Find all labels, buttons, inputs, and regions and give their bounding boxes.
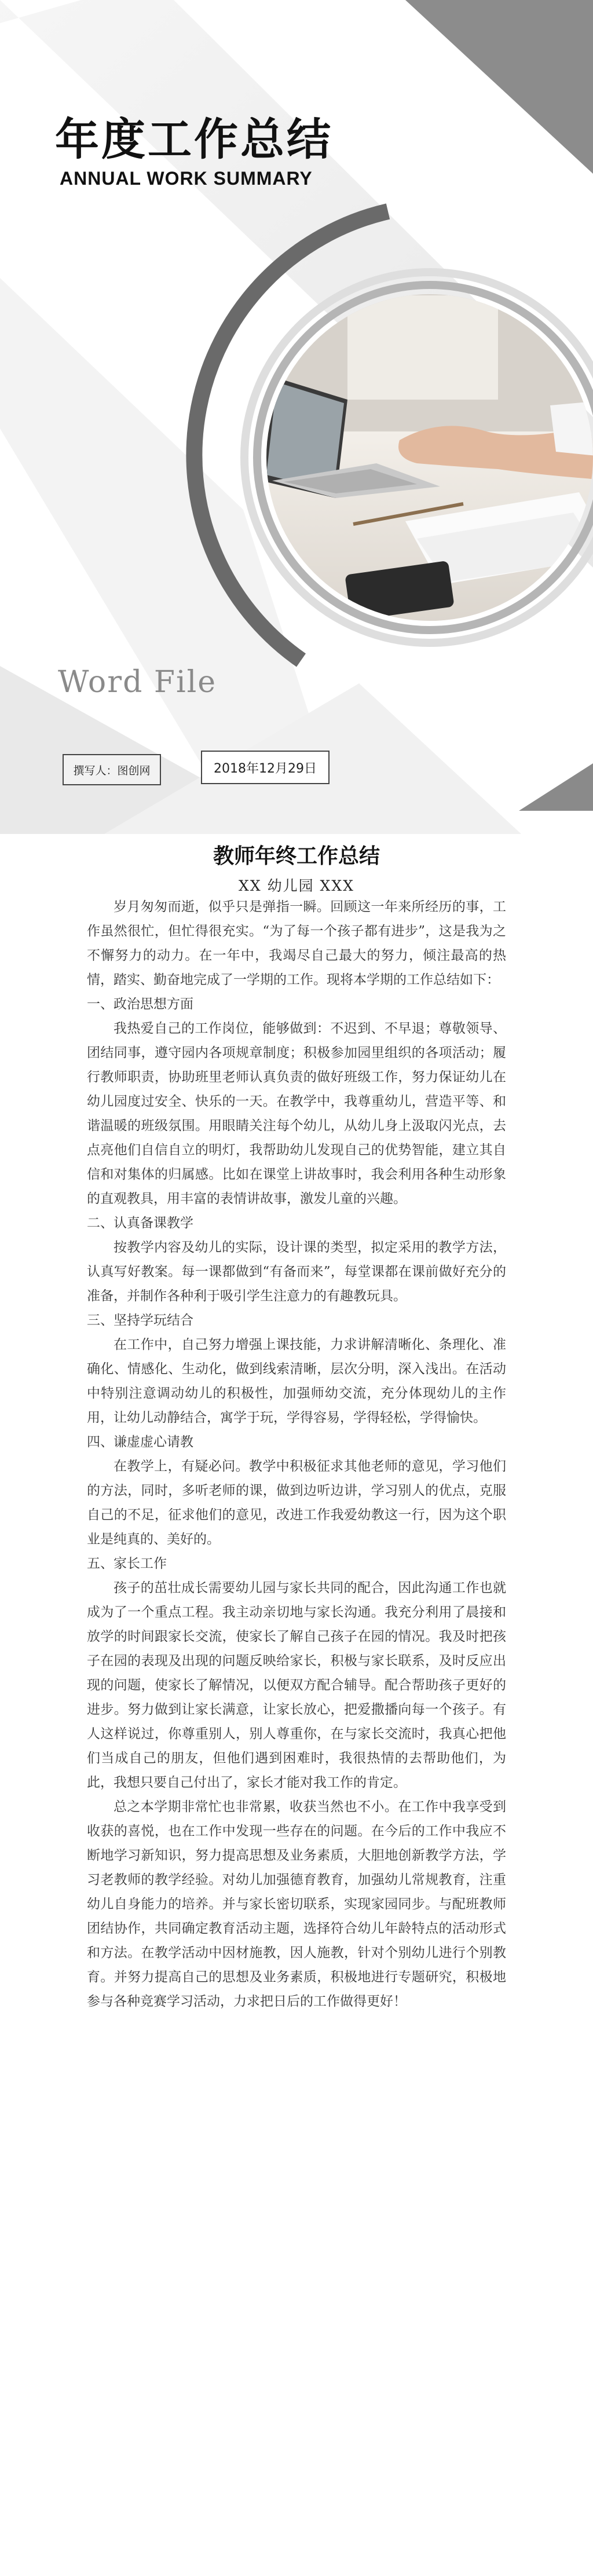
top-right-triangle [405,0,593,174]
author-box: 撰写人：图创网 [63,754,161,785]
body-paragraph: 我热爱自己的工作岗位，能够做到：不迟到、不早退；尊敬领导、团结同事，遵守园内各项规章制度；积极参加园里组织的各项活动；履行教师职责，协助班里老师认真负责的做好班级工作，努力保证幼儿在幼儿园度过安全、快乐的一天。在教学中，我尊重幼儿，营造平等、和谐温暖的班级氛围。用眼睛关注每个幼儿，从幼儿身上汲取闪光点，去点亮他们自信自立的明灯，我帮助幼儿发现自己的优势智能，建立其自信和对集体的归属感。比如在课堂上讲故事时，我会利用各种生动形象的直观教具，用丰富的表情讲故事，激发儿童的兴趣。 [87,1021,506,1206]
body-paragraph: 孩子的茁壮成长需要幼儿园与家长共同的配合，因此沟通工作也就成为了一个重点工程。我主动亲切地与家长沟通。我充分利用了晨接和放学的时间跟家长交流，使家长了解自己孩子在园的情况。我及时把孩子在园的表现及出现的问题反映给家长，积极与家长联系，及时反应出现的问题，使家长了解情况，以便双方配合辅导。配合帮助孩子更好的进步。努力做到让家长满意，让家长放心，把爱撒播向每一个孩子。有人这样说过，你尊重别人，别人尊重你，在与家长交流时，我真心把他们当成自己的朋友，但他们遇到困难时，我很热情的去帮助他们，为此，我想只要自己付出了，家长才能对我工作的肯定。 [87,1580,506,1790]
section-heading: 四、谦虚虚心请教 [87,1435,193,1450]
conclusion-paragraph: 总之本学期非常忙也非常累，收获当然也不小。在工作中我享受到收获的喜悦，也在工作中发现一些存在的问题。在今后的工作中我应不断地学习新知识，努力提高思想及业务素质，大胆地创新教学方法，学习老教师的教学经验。对幼儿加强德育教育，加强幼儿常规教育，注重幼儿自身能力的培养。并与家长密切联系，实现家园同步。与配班教师团结协作，共同确定教育活动主题，选择符合幼儿年龄特点的活动形式和方法。在教学活动中因材施教，因人施教，针对个别幼儿进行个别教育。并努力提高自己的思想及业务素质，积极地进行专题研究，积极地参与各种竞赛学习活动，力求把日后的工作做得更好！ [87,1799,506,2009]
intro-paragraph: 岁月匆匆而逝，似乎只是弹指一瞬。回顾这一年来所经历的事，工作虽然很忙，但忙得很充实。“为了每一个孩子都有进步”，这是我为之不懈努力的动力。在一年中，我竭尽自己最大的努力，倾注最高的热情，踏实、勤奋地完成了一学期的工作。现将本学期的工作总结如下： [87,899,506,987]
document-body [87,895,506,2014]
bottom-right-triangle [519,763,593,811]
date-box: 2018年12月29日 [201,751,330,784]
section-heading: 一、政治思想方面 [87,997,193,1012]
word-file-label: Word File [58,665,217,700]
section-heading: 五、家长工作 [87,1556,167,1571]
body-paragraph: 在教学上，有疑必问。教学中积极征求其他老师的意见，学习他们的方法，同时，多听老师的课，做到边听边讲，学习别人的优点，克服自己的不足，征求他们的意见，改进工作我爱幼教这一行，因为这个职业是纯真的、美好的。 [87,1459,506,1547]
body-paragraph: 按教学内容及幼儿的实际，设计课的类型，拟定采用的教学方法，认真写好教案。每一课都做到“有备而来”，每堂课都在课前做好充分的准备，并制作各种利于吸引学生注意力的有趣教玩具。 [87,1240,506,1304]
document-title: 教师年终工作总结 [213,844,380,868]
cover-subtitle: ANNUAL WORK SUMMARY [60,168,313,189]
section-heading: 三、坚持学玩结合 [87,1313,193,1328]
document-byline: XX 幼儿园 XXX [239,877,354,894]
body-paragraph: 在工作中，自己努力增强上课技能，力求讲解清晰化、条理化、准确化、情感化、生动化，做到线索清晰，层次分明，深入浅出。在活动中特别注意调动幼儿的积极性，加强师幼交流，充分体现幼儿的主作用，让幼儿动静结合，寓学于玩，学得容易，学得轻松，学得愉快。 [87,1337,506,1425]
section-heading: 二、认真备课教学 [87,1216,193,1231]
cover-title: 年度工作总结 [55,114,333,165]
cover-page [0,0,593,834]
